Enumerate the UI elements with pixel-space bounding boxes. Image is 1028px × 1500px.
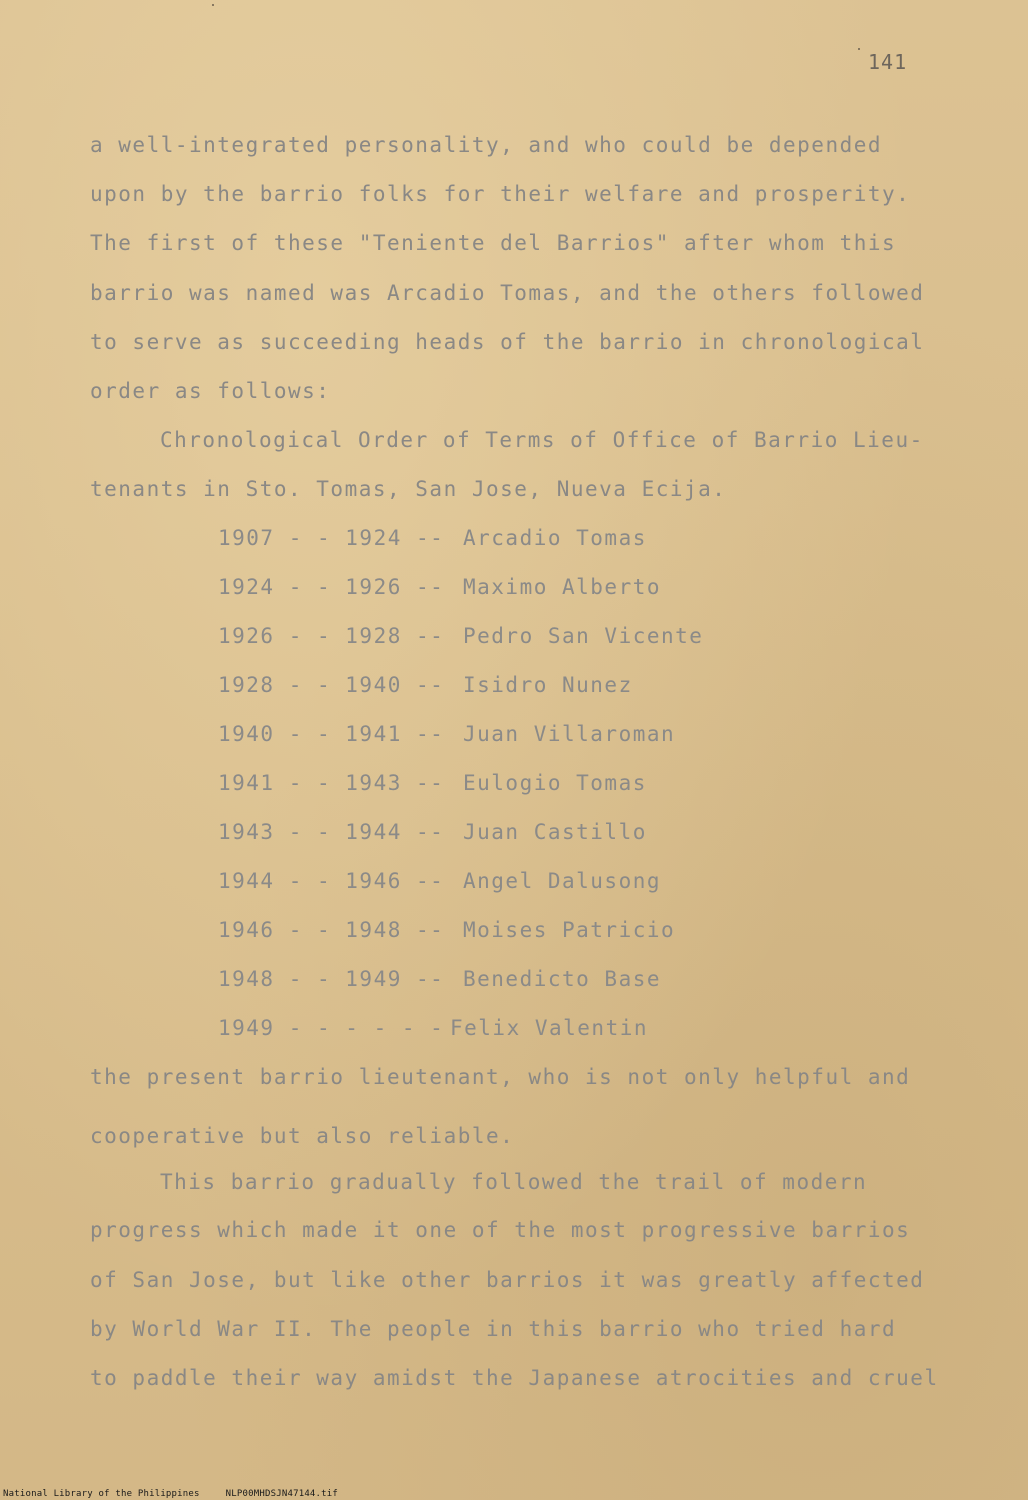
scan-filename: NLP00MHDSJN47144.tif (225, 1489, 339, 1499)
lieutenant-name: Arcadio Tomas (463, 526, 647, 550)
term-years: 1943 - - 1944 -- (218, 820, 445, 844)
paragraph-line: The first of these "Teniente del Barrios" after whom this (90, 231, 897, 255)
term-years: 1907 - - 1924 -- (218, 526, 445, 550)
paragraph-line: the present barrio lieutenant, who is not only helpful and (90, 1065, 911, 1089)
list-heading-line: Chronological Order of Terms of Office of Barrio Lieu- (160, 428, 924, 452)
lieutenant-name: Maximo Alberto (463, 575, 662, 599)
list-item (218, 918, 675, 942)
lieutenant-name: Moises Patricio (463, 918, 676, 942)
page-number: 141 (868, 50, 908, 74)
scan-footer (3, 1489, 364, 1499)
paragraph-line: barrio was named was Arcadio Tomas, and the others followed (90, 281, 925, 305)
paragraph-line: upon by the barrio folks for their welfare and prosperity. (90, 182, 911, 206)
list-item (218, 967, 661, 991)
lieutenant-name: Felix Valentin (450, 1016, 649, 1040)
term-years: 1924 - - 1926 -- (218, 575, 445, 599)
term-years: 1926 - - 1928 -- (218, 624, 445, 648)
paragraph-line: This barrio gradually followed the trail of modern (160, 1170, 868, 1194)
paragraph-line: to serve as succeeding heads of the barrio in chronological (90, 330, 925, 354)
list-item (218, 869, 661, 893)
paragraph-line: a well-integrated personality, and who could be depended (90, 133, 883, 157)
paragraph-line: progress which made it one of the most progressive barrios (90, 1218, 911, 1242)
paragraph-line: to paddle their way amidst the Japanese atrocities and cruel (90, 1366, 939, 1390)
term-years: 1928 - - 1940 -- (218, 673, 445, 697)
library-name: National Library of the Philippines (3, 1489, 200, 1499)
term-years: 1946 - - 1948 -- (218, 918, 445, 942)
list-item (218, 575, 661, 599)
lieutenant-name: Pedro San Vicente (463, 624, 704, 648)
lieutenant-name: Juan Castillo (463, 820, 647, 844)
term-years: 1944 - - 1946 -- (218, 869, 445, 893)
list-item (218, 526, 647, 550)
term-years: 1940 - - 1941 -- (218, 722, 445, 746)
paragraph-line: order as follows: (90, 379, 331, 403)
paragraph-line: of San Jose, but like other barrios it was greatly affected (90, 1268, 925, 1292)
lieutenant-name: Benedicto Base (463, 967, 662, 991)
list-item (218, 1016, 648, 1040)
speck (212, 4, 214, 6)
list-heading-line: tenants in Sto. Tomas, San Jose, Nueva Ecija. (90, 477, 727, 501)
list-item (218, 673, 633, 697)
term-years: 1948 - - 1949 -- (218, 967, 445, 991)
list-item (218, 820, 647, 844)
lieutenant-name: Juan Villaroman (463, 722, 676, 746)
term-years: 1941 - - 1943 -- (218, 771, 445, 795)
list-item (218, 624, 703, 648)
paragraph-line: by World War II. The people in this barrio who tried hard (90, 1317, 897, 1341)
speck (858, 48, 860, 50)
list-item (218, 771, 647, 795)
lieutenant-name: Angel Dalusong (463, 869, 662, 893)
term-years: 1949 - - - - - - (218, 1016, 445, 1040)
lieutenant-name: Isidro Nunez (463, 673, 633, 697)
lieutenant-name: Eulogio Tomas (463, 771, 647, 795)
paragraph-line: cooperative but also reliable. (90, 1124, 515, 1148)
list-item (218, 722, 675, 746)
